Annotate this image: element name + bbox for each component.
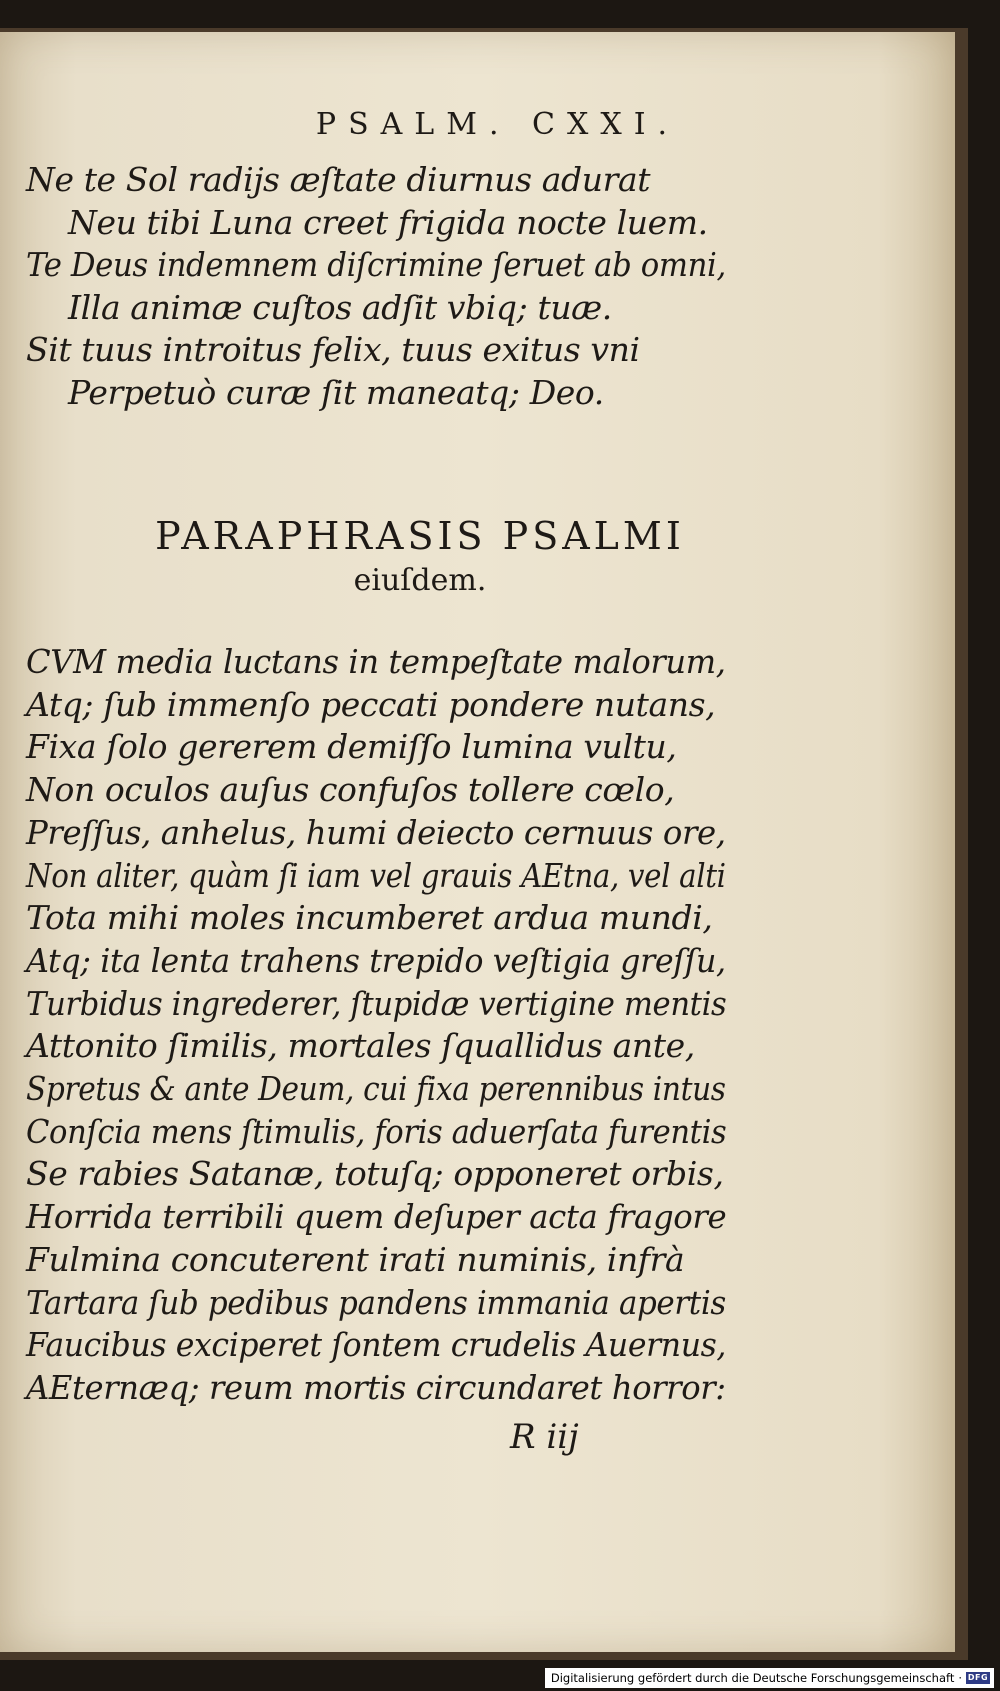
paraphrase-line: Attonito ſimilis, mortales ſquallidus ante, (26, 1026, 695, 1066)
paraphrase-line: Tota mihi moles incumberet ardua mundi, (26, 898, 713, 938)
paraphrase-line: Non aliter, quàm ſi iam vel grauis AEtna, vel alti (26, 855, 726, 895)
paraphrase-line: Conſcia mens ſtimulis, foris aduerſata furentis (26, 1111, 727, 1151)
running-head: PSALM. CXXI. (315, 107, 680, 142)
paraphrase-line: Atq; ſub immenſo peccati pondere nutans, (26, 684, 716, 724)
paraphrase-line: Spretus & ante Deum, cui fixa perennibus intus (26, 1069, 726, 1108)
paraphrase-line: Se rabies Satanæ, totuſq; opponeret orbis, (26, 1154, 724, 1194)
psalm-line: Perpetuò curæ ſit maneatq; Deo. (68, 372, 604, 412)
dfg-logo: DFG (967, 1673, 989, 1682)
paraphrase-line: Preſſus, anhelus, humi deiecto cernuus ore, (26, 812, 726, 852)
signature-mark: R iij (510, 1417, 579, 1457)
paraphrase-line: Fixa ſolo gererem demiſſo lumina vultu, (26, 727, 677, 767)
psalm-line: Te Deus indemnem diſcrimine ſeruet ab omni, (26, 245, 726, 284)
section-subtitle: eiuſdem. (353, 563, 487, 598)
paraphrase-line: Atq; ita lenta trahens trepido veſtigia greſſu, (26, 940, 726, 980)
paraphrase-line: CVM media luctans in tempeſtate malorum, (26, 642, 726, 681)
digitization-credit: Digitalisierung gefördert durch die Deutsche Forschungsgemeinschaft · DFG (545, 1668, 994, 1688)
paraphrase-line: Tartara ſub pedibus pandens immania apertis (26, 1282, 726, 1322)
paraphrase-line: Horrida terribili quem deſuper acta fragore (26, 1197, 727, 1237)
book-page (0, 32, 955, 1652)
paraphrase-line: Fulmina concuterent irati numinis, infrà (26, 1239, 685, 1279)
psalm-line: Sit tuus introitus felix, tuus exitus vni (26, 330, 640, 369)
psalm-line: Neu tibi Luna creet frigida nocte luem. (68, 202, 708, 242)
credit-text: Digitalisierung gefördert durch die Deutsche Forschungsgemeinschaft (550, 1671, 955, 1685)
paraphrase-line: Turbidus ingrederer, ſtupidæ vertigine mentis (26, 983, 727, 1023)
section-title: PARAPHRASIS PSALMI (155, 514, 685, 558)
psalm-line: Ne te Sol radijs æſtate diurnus adurat (26, 160, 651, 199)
paraphrase-line: AEternæq; reum mortis circundaret horror: (26, 1367, 726, 1407)
paraphrase-line: Faucibus exciperet ſontem crudelis Auernus, (26, 1325, 727, 1365)
psalm-line: Illa animæ cuſtos adſit vbiq; tuæ. (68, 287, 612, 327)
paraphrase-line: Non oculos auſus confuſos tollere cœlo, (26, 770, 675, 810)
